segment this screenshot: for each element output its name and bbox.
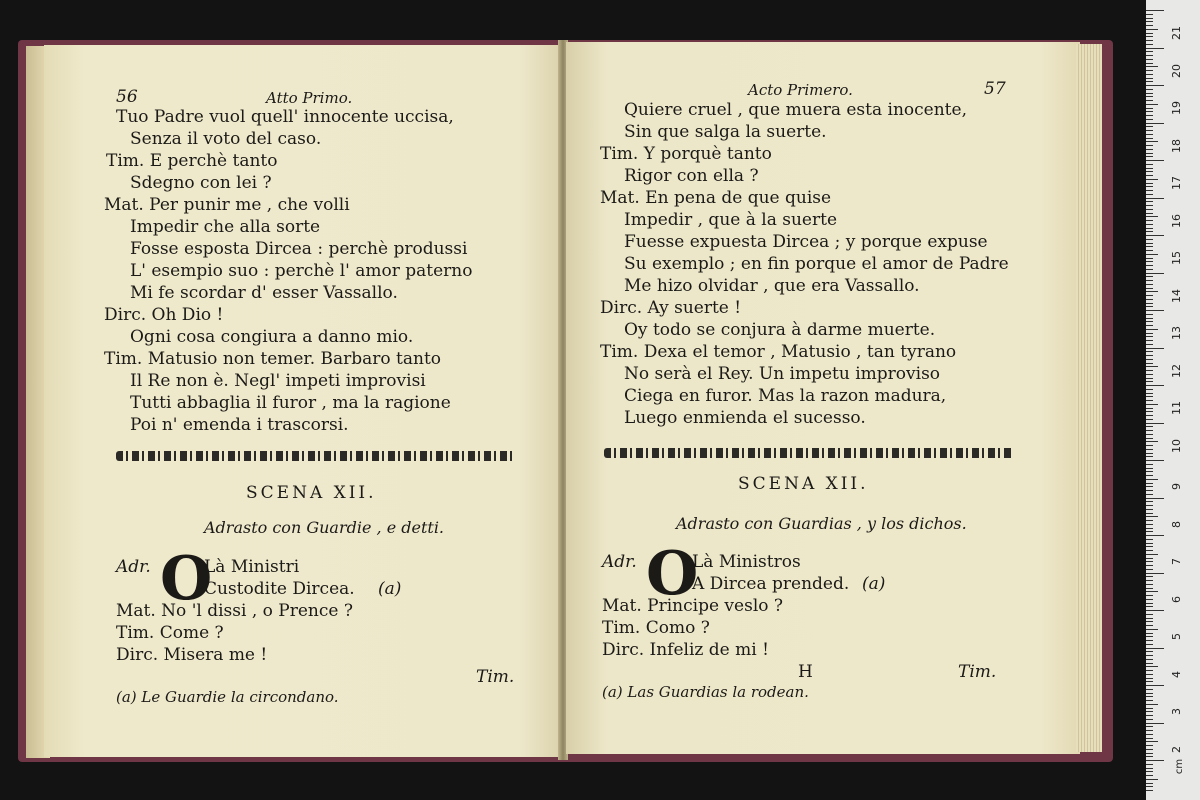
text-line: Mat. Per punir me , che volli: [104, 195, 350, 215]
ruler-tick: [1146, 621, 1153, 622]
text-line: Fuesse expuesta Dircea ; y porque expuse: [624, 232, 988, 252]
ruler-tick: [1146, 48, 1164, 49]
ruler-tick: [1146, 576, 1153, 577]
ruler-tick: [1146, 453, 1153, 454]
ruler-tick: [1146, 378, 1153, 379]
ruler-tick: [1146, 160, 1164, 161]
ruler-tick: [1146, 528, 1153, 529]
ruler-tick: [1146, 201, 1153, 202]
ruler-tick: [1146, 464, 1153, 465]
ruler-tick: [1146, 333, 1153, 334]
ruler-tick: [1146, 299, 1153, 300]
ruler-number: 6: [1170, 595, 1183, 603]
ruler-tick: [1146, 348, 1164, 349]
ruler-tick: [1146, 539, 1153, 540]
ruler-tick: [1146, 573, 1164, 574]
ruler-tick: [1146, 749, 1153, 750]
ruler-tick: [1146, 483, 1153, 484]
text-line: Fosse esposta Dircea : perchè produssi: [130, 239, 468, 259]
drop-cap: O: [646, 539, 699, 609]
ruler-tick: [1146, 29, 1158, 30]
ruler-number: 4: [1170, 670, 1183, 678]
ruler-number: 5: [1170, 633, 1183, 640]
ruler-tick: [1146, 610, 1164, 611]
ruler-tick: [1146, 261, 1153, 262]
ruler-number: 14: [1170, 288, 1183, 303]
ruler-tick: [1146, 258, 1153, 259]
ruler-tick: [1146, 273, 1164, 274]
ruler-tick: [1146, 115, 1153, 116]
ruler-number: 20: [1170, 63, 1183, 78]
ruler-tick: [1146, 336, 1153, 337]
ruler-tick: [1146, 284, 1153, 285]
ruler-tick: [1146, 239, 1153, 240]
ruler-tick: [1146, 171, 1153, 172]
text-line: Mi fe scordar d' esser Vassallo.: [130, 283, 398, 303]
text-line: Senza il voto del caso.: [130, 129, 322, 149]
ruler-tick: [1146, 295, 1153, 296]
ruler-number: 17: [1170, 176, 1183, 190]
ruler-tick: [1146, 381, 1153, 382]
text-line: Poi n' emenda i trascorsi.: [130, 415, 349, 435]
ruler-tick: [1146, 186, 1153, 187]
stage-direction: Adrasto con Guardias , y los dichos.: [676, 514, 967, 533]
ruler-tick: [1146, 228, 1153, 229]
ruler-tick: [1146, 359, 1153, 360]
speaker-label: Adr.: [116, 557, 151, 577]
ruler-tick: [1146, 449, 1153, 450]
ruler-tick: [1146, 276, 1153, 277]
text-line: Sdegno con lei ?: [130, 173, 272, 193]
text-line: Tutti abbaglia il furor , ma la ragione: [130, 393, 451, 413]
ruler-tick: [1146, 209, 1153, 210]
ruler-tick: [1146, 531, 1153, 532]
ruler-tick: [1146, 119, 1153, 120]
ruler-tick: [1146, 704, 1158, 705]
ruler-tick: [1146, 520, 1153, 521]
text-line: Custodite Dircea.: [204, 579, 355, 599]
ruler-tick: [1146, 243, 1153, 244]
ruler-tick: [1146, 411, 1153, 412]
ruler-tick: [1146, 546, 1153, 547]
drop-cap: O: [160, 544, 213, 614]
ruler-tick: [1146, 550, 1153, 551]
ruler-tick: [1146, 674, 1153, 675]
ruler-tick: [1146, 486, 1153, 487]
right-page: [566, 42, 1080, 754]
ruler-tick: [1146, 205, 1153, 206]
ruler-number: 2: [1170, 745, 1183, 753]
ruler-tick: [1146, 21, 1153, 22]
ruler-tick: [1146, 764, 1153, 765]
ruler-tick: [1146, 501, 1153, 502]
ruler-tick: [1146, 168, 1153, 169]
ruler-tick: [1146, 123, 1164, 124]
text-line: Impedir che alla sorte: [130, 217, 321, 237]
text-line: Tim. E perchè tanto: [106, 151, 278, 171]
ruler-number: 10: [1170, 438, 1183, 453]
ruler-tick: [1146, 318, 1153, 319]
ruler-tick: [1146, 78, 1153, 79]
ruler-tick: [1146, 569, 1153, 570]
ruler-tick: [1146, 141, 1158, 142]
ruler-number: 15: [1170, 251, 1183, 265]
text-line: Ogni cosa congiura a danno mio.: [130, 327, 414, 347]
ruler-tick: [1146, 599, 1153, 600]
ruler-tick: [1146, 190, 1153, 191]
ruler-tick: [1146, 614, 1153, 615]
ornament-rule: [116, 451, 516, 461]
ruler-tick: [1146, 591, 1158, 592]
ruler-tick: [1146, 606, 1153, 607]
ruler-tick: [1146, 363, 1153, 364]
ruler-tick: [1146, 280, 1153, 281]
ruler-tick: [1146, 648, 1164, 649]
ruler-tick: [1146, 625, 1153, 626]
text-line: Tim. Como ?: [602, 618, 710, 638]
ruler-tick: [1146, 325, 1153, 326]
ruler-tick: [1146, 40, 1153, 41]
running-header: Atto Primo.: [266, 89, 353, 107]
ruler-tick: [1146, 670, 1153, 671]
ruler-tick: [1146, 329, 1158, 330]
ruler-tick: [1146, 640, 1153, 641]
ruler-tick: [1146, 250, 1153, 251]
ruler-tick: [1146, 130, 1153, 131]
ruler-tick: [1146, 633, 1153, 634]
ruler-tick: [1146, 505, 1153, 506]
stage-direction: Adrasto con Guardie , e detti.: [204, 518, 445, 537]
ruler-tick: [1146, 194, 1153, 195]
ruler-tick: [1146, 494, 1153, 495]
ruler-tick: [1146, 779, 1158, 780]
ruler-tick: [1146, 96, 1153, 97]
ruler-tick: [1146, 198, 1164, 199]
text-line: Luego enmienda el sucesso.: [624, 408, 866, 428]
ruler-tick: [1146, 291, 1158, 292]
ruler-tick: [1146, 89, 1153, 90]
ruler-tick: [1146, 685, 1164, 686]
ruler-tick: [1146, 786, 1153, 787]
catchword: Tim.: [476, 667, 515, 687]
ruler-tick: [1146, 441, 1158, 442]
text-line: Dirc. Oh Dio !: [104, 305, 224, 325]
ruler-tick: [1146, 438, 1153, 439]
ruler-number: 8: [1170, 520, 1183, 528]
ruler-tick: [1146, 235, 1164, 236]
ruler-tick: [1146, 149, 1153, 150]
text-line: Quiere cruel , que muera esta inocente,: [624, 100, 967, 120]
ruler-tick: [1146, 760, 1164, 761]
ruler-tick: [1146, 314, 1153, 315]
ruler-tick: [1146, 74, 1153, 75]
text-line: L' esempio suo : perchè l' amor paterno: [130, 261, 473, 281]
ruler-tick: [1146, 715, 1153, 716]
ruler-tick: [1146, 490, 1153, 491]
ruler-tick: [1146, 156, 1153, 157]
ruler-tick: [1146, 55, 1153, 56]
ruler-number: 3: [1170, 708, 1183, 715]
ruler-tick: [1146, 400, 1153, 401]
catchword: Tim.: [958, 662, 997, 682]
ruler-tick: [1146, 265, 1153, 266]
ruler-tick: [1146, 66, 1158, 67]
page-number: 56: [116, 87, 138, 107]
ruler-tick: [1146, 618, 1153, 619]
ruler-tick: [1146, 445, 1153, 446]
text-line: Mat. Principe veslo ?: [602, 596, 784, 616]
ruler-tick: [1146, 636, 1153, 637]
ruler-tick: [1146, 655, 1153, 656]
ruler-tick: [1146, 783, 1153, 784]
ruler-tick: [1146, 644, 1153, 645]
ruler-tick: [1146, 678, 1153, 679]
text-line: Il Re non è. Negl' impeti improvisi: [130, 371, 426, 391]
ruler-tick: [1146, 513, 1153, 514]
text-line: Impedir , que à la suerte: [624, 210, 837, 230]
ruler-tick: [1146, 164, 1153, 165]
ruler-tick: [1146, 693, 1153, 694]
ruler-tick: [1146, 63, 1153, 64]
ruler-tick: [1146, 696, 1153, 697]
ruler-tick: [1146, 393, 1153, 394]
ruler-tick: [1146, 70, 1153, 71]
text-line: Dirc. Ay suerte !: [600, 298, 742, 318]
ornament-rule: [604, 448, 1014, 458]
ruler-tick: [1146, 389, 1153, 390]
measurement-ruler: [1146, 0, 1200, 800]
ruler-tick: [1146, 33, 1153, 34]
ruler-tick: [1146, 213, 1153, 214]
text-line: Su exemplo ; en fin porque el amor de Padre: [624, 254, 1009, 274]
ruler-number: 21: [1170, 26, 1183, 40]
ruler-tick: [1146, 509, 1153, 510]
ruler-tick: [1146, 460, 1164, 461]
speaker-label: Adr.: [602, 552, 637, 572]
ruler-tick: [1146, 734, 1153, 735]
text-line: Rigor con ella ?: [624, 166, 759, 186]
ruler-tick: [1146, 44, 1153, 45]
ruler-tick: [1146, 711, 1153, 712]
ruler-tick: [1146, 419, 1153, 420]
ruler-tick: [1146, 108, 1153, 109]
ruler-tick: [1146, 535, 1164, 536]
ruler-number: 12: [1170, 363, 1183, 378]
ruler-tick: [1146, 370, 1153, 371]
ruler-tick: [1146, 408, 1153, 409]
ruler-tick: [1146, 344, 1153, 345]
ruler-tick: [1146, 584, 1153, 585]
text-line: Tim. Dexa el temor , Matusio , tan tyrano: [600, 342, 957, 362]
ruler-tick: [1146, 25, 1153, 26]
ruler-tick: [1146, 756, 1153, 757]
ruler-tick: [1146, 340, 1153, 341]
footnote-marker: (a): [862, 574, 886, 594]
ruler-unit-label: cm: [1174, 758, 1186, 775]
ruler-tick: [1146, 183, 1153, 184]
ruler-number: 9: [1170, 483, 1183, 490]
ruler-tick: [1146, 220, 1153, 221]
ruler-tick: [1146, 10, 1164, 11]
ruler-tick: [1146, 771, 1153, 772]
ruler-tick: [1146, 14, 1153, 15]
ruler-tick: [1146, 138, 1153, 139]
ruler-tick: [1146, 36, 1153, 37]
scene-title: SCENA XII.: [246, 483, 377, 503]
ruler-tick: [1146, 81, 1153, 82]
text-line: A Dircea prended.: [692, 574, 850, 594]
page-edges: [1076, 44, 1102, 752]
text-line: Là Ministri: [204, 557, 300, 577]
ruler-tick: [1146, 396, 1153, 397]
ruler-tick: [1146, 565, 1153, 566]
ruler-tick: [1146, 134, 1153, 135]
ruler-tick: [1146, 231, 1153, 232]
ruler-tick: [1146, 475, 1153, 476]
ruler-tick: [1146, 745, 1153, 746]
ruler-tick: [1146, 479, 1158, 480]
ruler-tick: [1146, 415, 1153, 416]
ruler-tick: [1146, 434, 1153, 435]
ruler-tick: [1146, 689, 1153, 690]
ruler-tick: [1146, 498, 1164, 499]
signature-mark: H: [798, 662, 813, 682]
ruler-tick: [1146, 659, 1153, 660]
ruler-tick: [1146, 666, 1158, 667]
ruler-tick: [1146, 303, 1153, 304]
ruler-tick: [1146, 216, 1158, 217]
text-line: No serà el Rey. Un impetu improviso: [624, 364, 941, 384]
ruler-tick: [1146, 310, 1164, 311]
footnote: (a) Le Guardie la circondano.: [116, 688, 339, 706]
text-line: Ciega en furor. Mas la razon madura,: [624, 386, 947, 406]
ruler-tick: [1146, 543, 1153, 544]
ruler-tick: [1146, 554, 1158, 555]
ruler-tick: [1146, 730, 1153, 731]
ruler-tick: [1146, 663, 1153, 664]
ruler-tick: [1146, 595, 1153, 596]
text-line: Sin que salga la suerte.: [624, 122, 827, 142]
ruler-tick: [1146, 708, 1153, 709]
ruler-tick: [1146, 104, 1158, 105]
ruler-tick: [1146, 700, 1153, 701]
running-header: Acto Primero.: [748, 81, 853, 99]
ruler-tick: [1146, 85, 1164, 86]
ruler-number: 7: [1170, 558, 1183, 565]
ruler-tick: [1146, 516, 1158, 517]
ruler-tick: [1146, 738, 1153, 739]
ruler-tick: [1146, 681, 1153, 682]
ruler-tick: [1146, 651, 1153, 652]
ruler-tick: [1146, 561, 1153, 562]
ruler-tick: [1146, 723, 1164, 724]
left-page: [44, 45, 560, 757]
ruler-tick: [1146, 126, 1153, 127]
ruler-tick: [1146, 351, 1153, 352]
ruler-tick: [1146, 580, 1153, 581]
ruler-tick: [1146, 374, 1153, 375]
ruler-number: 19: [1170, 101, 1183, 115]
ruler-tick: [1146, 790, 1153, 791]
text-line: Mat. En pena de que quise: [600, 188, 832, 208]
ruler-tick: [1146, 51, 1153, 52]
text-line: Tuo Padre vuol quell' innocente uccisa,: [116, 107, 454, 127]
ruler-tick: [1146, 430, 1153, 431]
ruler-tick: [1146, 471, 1153, 472]
ruler-tick: [1146, 423, 1164, 424]
text-line: Tim. Matusio non temer. Barbaro tanto: [104, 349, 442, 369]
ruler-tick: [1146, 93, 1153, 94]
ruler-number: 18: [1170, 138, 1183, 153]
ruler-tick: [1146, 741, 1158, 742]
ruler-tick: [1146, 719, 1153, 720]
ruler-tick: [1146, 224, 1153, 225]
ruler-number: 11: [1170, 401, 1183, 415]
ruler-tick: [1146, 111, 1153, 112]
ruler-tick: [1146, 145, 1153, 146]
ruler-tick: [1146, 153, 1153, 154]
ruler-number: 16: [1170, 213, 1183, 228]
text-line: Oy todo se conjura à darme muerte.: [624, 320, 936, 340]
ruler-tick: [1146, 385, 1164, 386]
text-line: Tim. Y porquè tanto: [600, 144, 772, 164]
text-line: Me hizo olvidar , que era Vassallo.: [624, 276, 920, 296]
ruler-tick: [1146, 726, 1153, 727]
ruler-tick: [1146, 366, 1158, 367]
ruler-tick: [1146, 175, 1153, 176]
ruler-tick: [1146, 269, 1153, 270]
ruler-tick: [1146, 288, 1153, 289]
ruler-tick: [1146, 558, 1153, 559]
ruler-tick: [1146, 100, 1153, 101]
ruler-tick: [1146, 246, 1153, 247]
ruler-tick: [1146, 524, 1153, 525]
ruler-tick: [1146, 254, 1158, 255]
ruler-tick: [1146, 629, 1158, 630]
ruler-tick: [1146, 179, 1158, 180]
ruler-tick: [1146, 775, 1153, 776]
text-line: Dirc. Infeliz de mi !: [602, 640, 769, 660]
ruler-tick: [1146, 588, 1153, 589]
footnote-marker: (a): [378, 579, 402, 599]
ruler-tick: [1146, 355, 1153, 356]
text-line: Tim. Come ?: [116, 623, 224, 643]
page-number: 57: [984, 79, 1006, 99]
text-line: Là Ministros: [692, 552, 801, 572]
ruler-tick: [1146, 59, 1153, 60]
ruler-tick: [1146, 753, 1153, 754]
ruler-tick: [1146, 456, 1153, 457]
ruler-tick: [1146, 404, 1158, 405]
footnote: (a) Las Guardias la rodean.: [602, 683, 809, 701]
ruler-number: 13: [1170, 326, 1183, 340]
ruler-tick: [1146, 18, 1153, 19]
text-line: Dirc. Misera me !: [116, 645, 268, 665]
ruler-tick: [1146, 468, 1153, 469]
scene-title: SCENA XII.: [738, 474, 869, 494]
ruler-tick: [1146, 321, 1153, 322]
ruler-tick: [1146, 768, 1153, 769]
ruler-tick: [1146, 426, 1153, 427]
ruler-tick: [1146, 306, 1153, 307]
ruler-tick: [1146, 603, 1153, 604]
text-line: Mat. No 'l dissi , o Prence ?: [116, 601, 353, 621]
